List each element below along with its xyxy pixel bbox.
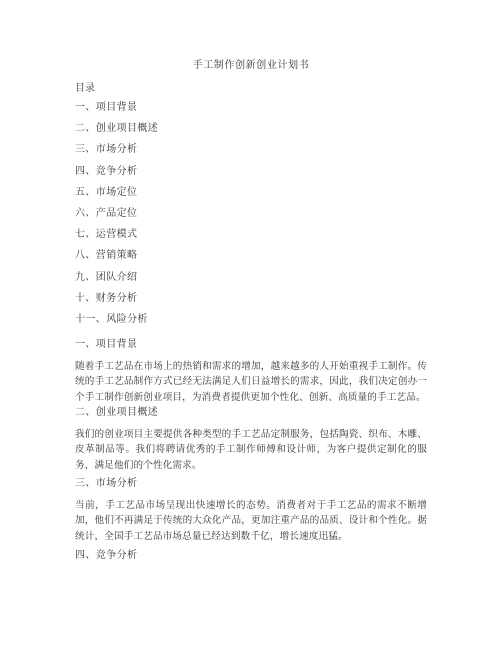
toc-item: 八、营销策略	[75, 250, 138, 262]
section-paragraph: 随着手工艺品在市场上的热销和需求的增加，越来越多的人开始重视手工制作。传统的手工艺品制作方式已经无法满足人们日益增长的需求，因此，我们决定创办一个手工制作创新创业项目，为消费者提供更加个性化、创新、高质量的手工艺品。	[75, 361, 427, 403]
toc-item: 七、运营模式	[75, 229, 138, 241]
section-heading: 一、项目背景	[75, 339, 138, 350]
section-heading: 四、竞争分析	[75, 550, 138, 561]
toc-item: 十、财务分析	[75, 292, 138, 304]
section-competition-analysis	[75, 549, 427, 563]
toc-item: 三、市场分析	[75, 144, 138, 156]
toc-item: 五、市场定位	[75, 186, 138, 198]
document-title: 手工制作创新创业计划书	[192, 60, 310, 71]
section-paragraph: 当前，手工艺品市场呈现出快速增长的态势。消费者对于手工艺品的需求不断增加，他们不再满足于传统的大众化产品，更加注重产品的品质、设计和个性化。据统计，全国手工艺品市场总量已经达到数千亿，增长速度迅猛。	[75, 500, 427, 542]
section-paragraph: 我们的创业项目主要提供各种类型的手工艺品定制服务，包括陶瓷、织布、木雕、皮革制品等。我们将聘请优秀的手工制作师傅和设计师，为客户提供定制化的服务，满足他们的个性化需求。	[75, 429, 427, 471]
toc-item: 一、项目背景	[75, 102, 138, 113]
toc-item: 九、团队介绍	[75, 271, 138, 283]
toc-item: 十一、风险分析	[75, 313, 148, 325]
section-project-overview	[75, 406, 427, 473]
toc-item: 二、创业项目概述	[75, 123, 159, 135]
section-project-background	[75, 338, 427, 405]
section-market-analysis	[75, 477, 427, 544]
toc-item: 四、竞争分析	[75, 165, 138, 177]
toc-label: 目录	[75, 83, 95, 94]
section-heading: 二、创业项目概述	[75, 407, 159, 418]
table-of-contents	[75, 101, 158, 334]
toc-item: 六、产品定位	[75, 207, 138, 219]
section-heading: 三、市场分析	[75, 478, 138, 489]
